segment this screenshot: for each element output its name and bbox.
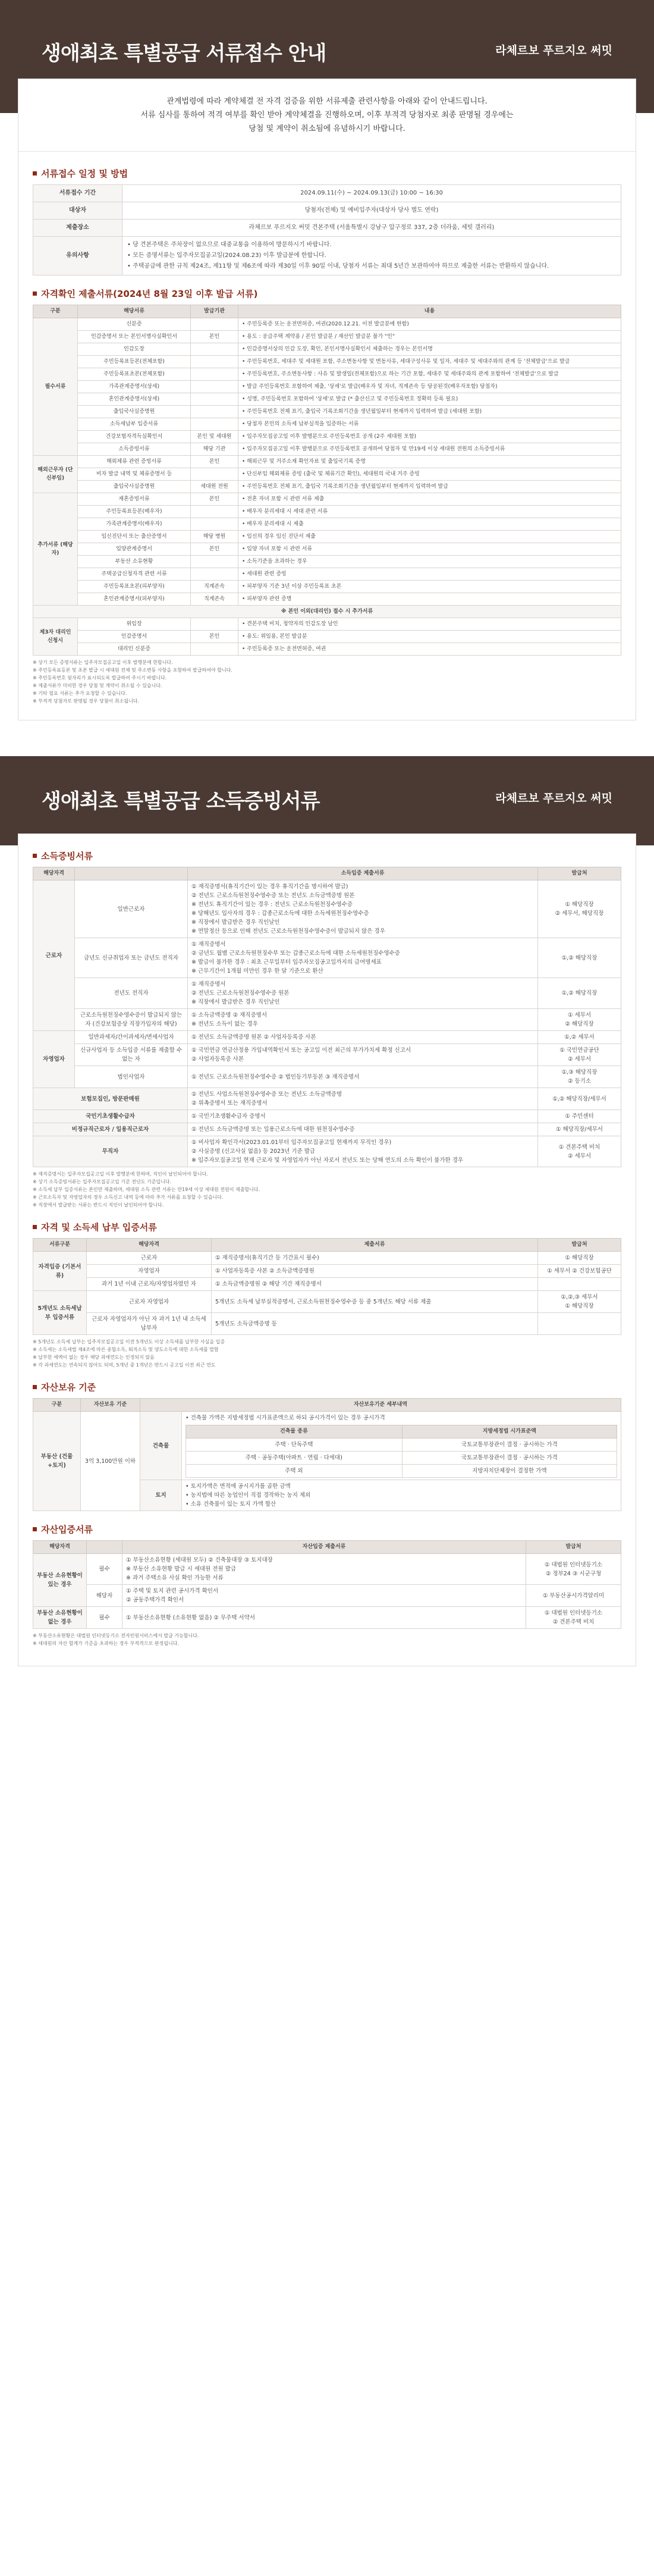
sub-cell: 주택 · 단독주택 xyxy=(186,1439,403,1452)
doc-name: 소득증빙서류 xyxy=(78,443,191,456)
row-subcategory: 해당자 xyxy=(87,1585,122,1607)
row-content: ① 재직증명서(휴직기간 등 기간표시 필수) xyxy=(212,1252,538,1265)
row-subcategory: 일반근로자 xyxy=(75,880,188,938)
doc-agency: 본인 xyxy=(191,456,238,468)
doc-content: • 주민등록증 또는 운전면허증, 여권 xyxy=(238,643,621,656)
doc-name: 주택공급신청자격 관련 서류 xyxy=(78,568,191,581)
doc-name: 신분증 xyxy=(78,318,191,331)
table-row xyxy=(33,543,621,556)
table-row xyxy=(33,1265,621,1278)
table-row xyxy=(33,1252,621,1265)
note-line: ※ 부동산소유현황은 대법원 인터넷등기소 전자민원서비스에서 발급 가능합니다. xyxy=(33,1633,199,1638)
note-line: ※ 주민등록번호 뒷자리가 표시되도록 발급하여 주시기 바랍니다. xyxy=(33,675,167,681)
row-category: 근로자 xyxy=(33,880,75,1031)
doc-agency xyxy=(191,318,238,331)
row-subcategory: 과거 1년 이내 근로자/자영업자였던 자 xyxy=(87,1278,212,1291)
row-content: 5개년도 소득세 납부실적증명서, 근로소득원천징수영수증 등 중 5개년도 해당 서류 제출 xyxy=(212,1291,538,1313)
table-row xyxy=(33,606,621,618)
sub-cell: 주택 외 xyxy=(186,1465,403,1478)
table-row xyxy=(33,880,621,938)
column-header: 해당서류 xyxy=(78,305,191,318)
table-row xyxy=(33,1607,621,1629)
doc-agency xyxy=(191,343,238,356)
doc-content: • 용도 : 공급주택 계약용 / 본인 발급분 / 재산인 발급분 불가 "인" xyxy=(238,331,621,343)
row-issuer xyxy=(538,1278,621,1291)
table-row xyxy=(33,456,621,468)
doc-content: • 피부양자 관련 증명 xyxy=(238,593,621,606)
table-row xyxy=(33,1291,621,1313)
table-row xyxy=(33,556,621,568)
column-header: 자산보유 기준 xyxy=(81,1399,140,1412)
doc-name: 인감증명서 또는 본인서명사실확인서 xyxy=(78,331,191,343)
sub-header: 지방세정법 시가표준액 xyxy=(402,1425,617,1439)
asset-category: 부동산 (건물+토지) xyxy=(33,1412,81,1511)
row-category: 보험모집인, 방문판매원 xyxy=(33,1088,188,1110)
doc-name: 소득세납부 입증서류 xyxy=(78,418,191,431)
row-issuer xyxy=(538,1313,621,1335)
intro-line: 서류 심사를 통하여 적격 여부를 확인 받아 계약체결을 진행하오며, 이후 부적격 당첨자로 최종 판명될 경우에는 xyxy=(140,111,514,120)
doc-name: 임신진단서 또는 출산증명서 xyxy=(78,531,191,543)
column-header: 소득입증 제출서류 xyxy=(188,867,538,880)
column-header: 서류구분 xyxy=(33,1239,87,1252)
doc-name: 위임장 xyxy=(78,618,191,631)
column-header: 구분 xyxy=(33,305,78,318)
doc-name: 가족관계증명서(상세) xyxy=(78,381,191,393)
row-content: ① 사업자등록증 사본 ② 소득금액증명원 xyxy=(212,1265,538,1278)
header-banner-2 xyxy=(0,756,654,845)
note-line: ※ 5개년도 소득세 납부는 입주자모집공고일 이전 5개년도 이상 소득세를 납부한 사실을 입증 xyxy=(33,1339,225,1345)
table-row xyxy=(33,1088,621,1110)
row-content: ① 국민연금 연금산정용 가입내역확인서 또는 공고일 이전 최근의 부가가치세 확정 신고서 ② 사업자등록증 사본 xyxy=(188,1044,538,1066)
doc-name: 건강보험자격득실확인서 xyxy=(78,431,191,443)
column-header: 자산입증 제출서류 xyxy=(122,1541,526,1554)
row-content: ① 전년도 소득금액증명 원본 ② 사업자등록증 사본 xyxy=(188,1031,538,1044)
note-line: ※ 소득세는 소득세법 제4조에 따른 종합소득, 퇴직소득 및 양도소득에 대한 소득세를 말함 xyxy=(33,1347,219,1352)
section-title-docs xyxy=(33,287,621,300)
column-header: 제출서류 xyxy=(212,1239,538,1252)
doc-content: • 주민등록번호, 세대주 및 세대원 포함, 주소변동사항 및 변동사유, 세대구성사유 및 일자, 세대주 및 세대주와의 관계 등 '전체발급'으로 발급 xyxy=(238,356,621,368)
row-issuer: ① 주민센터 xyxy=(538,1110,621,1123)
doc-name: 가족관계증명서(배우자) xyxy=(78,518,191,531)
row-issuer: ① 해당직장/세무서 xyxy=(538,1123,621,1136)
note-line: ※ 주민등록표등본 및 초본 발급 시 세대원 전체 및 주소변동 사항을 포함하여 발급하여야 합니다. xyxy=(33,667,232,673)
doc-name: 인감도장 xyxy=(78,343,191,356)
row-issuer: ① 해당직장 xyxy=(538,1252,621,1265)
row-subcategory: 필수 xyxy=(87,1607,122,1629)
row-issuer: ① 대법원 인터넷등기소 ② 정부24 ③ 시군구청 xyxy=(526,1554,621,1585)
note-line: ※ 근로소득자 및 자영업자의 경우 소득신고 내역 등에 따라 추가 서류를 요청할 수 있습니다. xyxy=(33,1195,224,1200)
doc-agency: 직계존속 xyxy=(191,581,238,593)
row-content: ① 국민기초생활수급자 증명서 xyxy=(188,1110,538,1123)
section-title-text: 자산입증서류 xyxy=(41,1524,93,1535)
table-row xyxy=(33,1110,621,1123)
row-category: 부동산 소유현황이 있는 경우 xyxy=(33,1554,87,1607)
doc-content: • 해외근무 및 거주소재 확인자료 및 출입국기록 증명 xyxy=(238,456,621,468)
schedule-label: 제출장소 xyxy=(33,220,122,237)
row-category: 국민기초생활수급자 xyxy=(33,1110,188,1123)
row-category: 무직자 xyxy=(33,1136,188,1167)
row-category: 자격입증 (기본서류) xyxy=(33,1252,87,1291)
note-line: ※ 제출서류가 미비한 경우 당첨 및 계약이 취소될 수 있습니다. xyxy=(33,683,162,688)
doc-content: • 견본주택 비치, 청약자의 인감도장 날인 xyxy=(238,618,621,631)
table-row xyxy=(33,631,621,643)
page-title-2: 생애최초 특별공급 소득증빙서류 xyxy=(42,789,320,813)
asset-building-cell xyxy=(182,1412,621,1480)
section-title-text: 서류접수 일정 및 방법 xyxy=(41,168,128,179)
schedule-value: 라체르보 푸르지오 써밋 견본주택 (서울특별시 강남구 압구정로 337, 2층 더라움, 세빗 갤러리) xyxy=(122,220,621,237)
brand-name-2: 라체르보 푸르지오 써밋 xyxy=(495,792,612,805)
doc-agency xyxy=(191,393,238,406)
row-category: 비정규직근로자 / 일용직근로자 xyxy=(33,1123,188,1136)
doc-content: • 입주자모집공고일 이후 발행분으로 주민등록번호 공개 (2주 세대원 포함) xyxy=(238,431,621,443)
row-category: 필수서류 xyxy=(33,318,78,456)
doc-agency: 본인 xyxy=(191,631,238,643)
sub-cell: 국토교통부장관이 결정 · 공시하는 가격 xyxy=(402,1452,617,1465)
footer-note: ※ 본인 이외(대리인) 접수 시 추가서류 xyxy=(33,606,621,618)
doc-content: • 세대원 관련 증빙 xyxy=(238,568,621,581)
row-subcategory: 일반과세자/간이과세자/면세사업자 xyxy=(75,1031,188,1044)
row-issuer: ① 국민연금공단 ② 세무서 xyxy=(538,1044,621,1066)
asset-land-label: 토지 xyxy=(140,1480,182,1511)
table-row xyxy=(33,343,621,356)
note-line: ※ 직장에서 발급받는 서류는 반드시 직인이 날인되어야 합니다. xyxy=(33,1202,164,1208)
spacer xyxy=(0,720,654,756)
row-issuer: ① 해당직장 ② 세무서, 해당직장 xyxy=(538,880,621,938)
row-category: 해외근무자 (단신부임) xyxy=(33,456,78,493)
asset-building-label: 건축물 xyxy=(140,1412,182,1480)
note-line: ※ 납부한 세액이 없는 경우 해당 과세연도는 인정되지 않음 xyxy=(33,1355,155,1360)
row-category: 제3자 대리인 신청시 xyxy=(33,618,78,656)
income-table xyxy=(33,867,621,1167)
section-title-asset-docs xyxy=(33,1523,621,1535)
intro-text xyxy=(18,79,636,152)
row-issuer: ①,②,③ 세무서 ① 해당직장 xyxy=(538,1291,621,1313)
doc-content: • 성명, 주민등록번호 포함하여 '상세'로 발급 (* 출산신고 및 주민등록번호 정확히 등록 필요) xyxy=(238,393,621,406)
asset-docs-table xyxy=(33,1540,621,1629)
asset-building-table xyxy=(185,1425,617,1478)
doc-agency xyxy=(191,368,238,381)
row-content: ① 전년도 근로소득원천징수영수증 ② 법인등기부등본 ③ 재직증명서 xyxy=(188,1066,538,1088)
row-subcategory: 금년도 신규취업자 또는 금년도 전직자 xyxy=(75,938,188,978)
row-issuer: ① 부동산공시가격알리미 xyxy=(526,1585,621,1607)
asset-building-desc: • 건축물 가액은 지방세정법 시가표준액으로 하되 공시가격이 있는 경우 공시가격 xyxy=(185,1415,385,1421)
doc-name: 재혼증빙서류 xyxy=(78,493,191,506)
table-row xyxy=(33,481,621,493)
intro-line: 당첨 및 계약이 취소됨에 유념하시기 바랍니다. xyxy=(249,124,405,133)
doc-name: 출입국사실증명원 xyxy=(78,481,191,493)
doc-content: • 주민등록번호 전체 표기, 출입국 기록조회기간을 생년월일부터 현재까지 입력하여 발급 xyxy=(238,481,621,493)
row-subcategory: 근로자 자영업자가 아닌 자 과거 1년 내 소득세 납부자 xyxy=(87,1313,212,1335)
table-row xyxy=(33,643,621,656)
table-row xyxy=(33,1585,621,1607)
section-title-schedule xyxy=(33,167,621,180)
doc-content: • 용도: 위임용, 본인 발급분 xyxy=(238,631,621,643)
row-subcategory: 법인사업자 xyxy=(75,1066,188,1088)
doc-content: • 주민등록번호, 주소변동사항 : 사유 및 발생일(전체포함)으로 하는 기간 포함, 세대주 및 세대주와의 관계 포함하여 '전체발급'으로 발급 xyxy=(238,368,621,381)
sub-cell: 주택 · 공동주택(아파트 · 연립 · 다세대) xyxy=(186,1452,403,1465)
doc-agency xyxy=(191,556,238,568)
doc-agency xyxy=(191,568,238,581)
doc-agency xyxy=(191,418,238,431)
table-row xyxy=(33,331,621,343)
table-row xyxy=(33,518,621,531)
row-subcategory: 근로자 xyxy=(87,1252,212,1265)
note-line: ※ 소득세 납부 입증서류는 본인만 제출하며, 세대원 소득 관련 서류는 만19세 이상 세대원 전원이 제출합니다. xyxy=(33,1187,260,1192)
section-title-asset xyxy=(33,1381,621,1393)
bullet-square-icon xyxy=(33,1385,37,1389)
row-content: ① 재직증명서 ② 금년도 월별 근로소득원천징수부 또는 갑종근로소득에 대한 소득세원천징수영수증 ※ 발급이 불가한 경우 : 최초 근무일부터 입주자모집공고일까지의 급여명세표 ※ 근무기간이 1개월 미만인 경우 한 달 기준으로 환산 xyxy=(188,938,538,978)
docs-table xyxy=(33,305,621,656)
doc-agency: 본인 xyxy=(191,543,238,556)
table-row xyxy=(33,1554,621,1585)
row-content: ① 소득금액증명 ② 재직증명서 ※ 전년도 소득이 없는 경우 xyxy=(188,1009,538,1031)
column-header: 해당자격 xyxy=(33,1541,87,1554)
doc-content: • 피부양자 기준 3년 이상 주민등록표 초본 xyxy=(238,581,621,593)
doc-agency: 해당 병원 xyxy=(191,531,238,543)
section-title-text: 자격 및 소득세 납부 입증서류 xyxy=(41,1222,157,1233)
document-sheet-1 xyxy=(18,79,636,720)
row-content: ① 전년도 사업소득원천징수영수증 또는 전년도 소득금액증명 ② 위촉증명서 또는 재직증명서 xyxy=(188,1088,538,1110)
doc-name: 대리인 신분증 xyxy=(78,643,191,656)
row-subcategory: 근로자 자영업자 xyxy=(87,1291,212,1313)
doc-content: • 발급 주민등록번호 포함하여 제출, '상세'로 발급(배우자 및 자녀, 직계존속 등 당공된것(배우자포함) 당첨자) xyxy=(238,381,621,393)
bullet-square-icon xyxy=(33,292,37,296)
doc-agency: 본인 xyxy=(191,493,238,506)
doc-name: 해외체류 관련 증빙서류 xyxy=(78,456,191,468)
table-row xyxy=(33,1123,621,1136)
row-issuer: ① 대법원 인터넷등기소 ② 견본주택 비치 xyxy=(526,1607,621,1629)
section-title-text: 자산보유 기준 xyxy=(41,1382,96,1393)
bullet-square-icon xyxy=(33,1225,37,1229)
note-line: ※ 세대원의 자산 합계가 기준을 초과하는 경우 부적격으로 판정됩니다. xyxy=(33,1641,179,1646)
table-row xyxy=(33,978,621,1009)
row-subcategory: 자영업자 xyxy=(87,1265,212,1278)
row-issuer: ①,② 세무서 xyxy=(538,1031,621,1044)
row-content: ① 재직증명서 ② 전년도 근로소득원천징수영수증 원본 ※ 직장에서 발급받은 경우 직인날인 xyxy=(188,978,538,1009)
bullet-square-icon xyxy=(33,1527,37,1531)
row-issuer: ①,② 해당직장/세무서 xyxy=(538,1088,621,1110)
doc-name: 출입국사실증명원 xyxy=(78,406,191,418)
row-subcategory: 전년도 전직자 xyxy=(75,978,188,1009)
schedule-value: • 당 견본주택은 주차장이 없으므로 대중교통을 이용하여 방문하시기 바랍니다. • 모든 증명서류는 입주자모집공고일(2024.08.23) 이후 발급분에 한합니다. • 주택공급에 관한 규칙 제24조, 제11항 및 제6조에 따라 제30일 이후 90일 이내, 당첨자 서류는 최대 5년간 보관하여야 하므로 제출한 서류는 반환하지 않습니다. xyxy=(122,237,621,275)
doc-agency: 본인 및 세대원 xyxy=(191,431,238,443)
schedule-label: 서류접수 기간 xyxy=(33,185,122,202)
doc-agency xyxy=(191,406,238,418)
doc-agency xyxy=(191,506,238,518)
table-row xyxy=(33,1066,621,1088)
doc-agency xyxy=(191,643,238,656)
doc-name: 주민등록표초본(전체포함) xyxy=(78,368,191,381)
income-notes xyxy=(33,1171,621,1209)
schedule-label: 유의사항 xyxy=(33,237,122,275)
row-content: ① 소득금액증명원 ② 해당 기간 재직증명서 xyxy=(212,1278,538,1291)
schedule-table xyxy=(33,184,621,275)
asset-table xyxy=(33,1398,621,1511)
doc-agency xyxy=(191,618,238,631)
doc-name: 혼인관계증명서(피부양자) xyxy=(78,593,191,606)
doc-agency xyxy=(191,518,238,531)
row-category: 5개년도 소득세납부 입증서류 xyxy=(33,1291,87,1335)
table-row xyxy=(33,356,621,368)
row-issuer: ① 견본주택 비치 ② 세무서 xyxy=(538,1136,621,1167)
section-title-income xyxy=(33,850,621,862)
table-row xyxy=(33,1009,621,1031)
section-title-text: 소득증빙서류 xyxy=(41,851,93,861)
table-row xyxy=(33,568,621,581)
column-header xyxy=(75,867,188,880)
note-line: ※ 상기 소득증빙서류는 입주자모집공고일 기준 전년도 기준입니다. xyxy=(33,1179,172,1184)
note-line: ※ 상기 모든 증명서류는 입주자모집공고일 이후 발행분에 한합니다. xyxy=(33,660,173,665)
doc-content: • 입주자모집공고일 이후 발행분으로 주민등록번호 공개하여 당첨자 및 만19세 이상 세대원 전원의 소득증빙서류 xyxy=(238,443,621,456)
row-content: ① 재직증명서(휴직기간이 있는 경우 휴직기간을 명시하여 발급) ② 전년도 근로소득원천징수영수증 또는 전년도 소득금액증명 원본 ※ 전년도 휴직기간이 있는 경우 : 전년도 근로소득원천징수영수증 ※ 당해년도 입사자의 경우 : 갑종근로소득에 대한 소득세원천징수영수증 ※ 직장에서 발급받은 경우 직인날인 ※ 연말정산 등으로 인해 전년도 근로소득원천징수영수증이 발급되지 않은 경우 xyxy=(188,880,538,938)
table-row xyxy=(33,443,621,456)
table-row xyxy=(33,493,621,506)
doc-content: • 인감증명서상의 인감 도장, 확인, 본인서명사실확인서 제출하는 경우는 본인서명 xyxy=(238,343,621,356)
note-line: ※ 부적격 당첨자로 판명될 경우 당첨이 취소됩니다. xyxy=(33,698,140,704)
row-content: ① 비사업자 확인각서(2023.01.01부터 입주자모집공고일 현재까지 무직인 경우) ② 사실증명 (신고사실 없음) 등 2023년 기준 발급 ※ 입주자모집공고일 현재 근로자 및 자영업자가 아닌 자로서 전년도 또는 당해 연도의 소득 확인이 불가한 경우 xyxy=(188,1136,538,1167)
table-row xyxy=(33,1278,621,1291)
row-subcategory: 신규사업자 등 소득입증 서류를 제출할 수 없는 자 xyxy=(75,1044,188,1066)
doc-agency xyxy=(191,381,238,393)
row-issuer: ①,② 해당직장 xyxy=(538,938,621,978)
column-header: 해당자격 xyxy=(87,1239,212,1252)
sub-cell: 국토교통부장관이 결정 · 공시하는 가격 xyxy=(402,1439,617,1452)
section-title-tax xyxy=(33,1221,621,1233)
docs-notes xyxy=(33,659,621,705)
doc-content: • 배우자 분리세대 시 제출 xyxy=(238,518,621,531)
column-header: 구분 xyxy=(33,1399,81,1412)
doc-content: • 입양 자녀 포함 시 관련 서류 xyxy=(238,543,621,556)
note-line: ※ 각 과세연도는 연속되지 않아도 되며, 5개년 중 1개년은 반드시 공고일 이전 최근 연도 xyxy=(33,1362,216,1368)
row-issuer: ① 세무서 ② 해당직장 xyxy=(538,1009,621,1031)
table-row xyxy=(33,1313,621,1335)
doc-agency: 세대원 전원 xyxy=(191,481,238,493)
table-row xyxy=(33,938,621,978)
asset-limit: 3억 3,100만원 이하 xyxy=(81,1412,140,1511)
doc-name: 인감증명서 xyxy=(78,631,191,643)
schedule-value: 당첨자(전체) 및 예비입주자(대상자 당사 별도 연락) xyxy=(122,202,621,220)
doc-content: • 전혼 자녀 포함 시 관련 서류 제출 xyxy=(238,493,621,506)
column-header: 발급기관 xyxy=(191,305,238,318)
schedule-value: 2024.09.11(수) ~ 2024.09.13(금) 10:00 ~ 16:30 xyxy=(122,185,621,202)
row-category: 부동산 소유현황이 없는 경우 xyxy=(33,1607,87,1629)
doc-content: • 배우자 분리세대 시 세대 관련 서류 xyxy=(238,506,621,518)
doc-name: 입양관계증명서 xyxy=(78,543,191,556)
row-content: ① 부동산소유현황 (소유현황 없음) ② 무주택 서약서 xyxy=(122,1607,526,1629)
table-row xyxy=(33,418,621,431)
row-issuer: ①,③ 해당직장 ② 등기소 xyxy=(538,1066,621,1088)
row-issuer: ①,② 해당직장 xyxy=(538,978,621,1009)
column-header: 발급처 xyxy=(538,1239,621,1252)
schedule-label: 대상자 xyxy=(33,202,122,220)
table-row xyxy=(33,1031,621,1044)
table-row xyxy=(33,406,621,418)
table-row xyxy=(33,368,621,381)
doc-name: 비자 발급 내역 및 체류증명서 등 xyxy=(78,468,191,481)
doc-name: 주민등록표등본(전체포함) xyxy=(78,356,191,368)
column-header: 발급처 xyxy=(538,867,621,880)
bullet-square-icon xyxy=(33,171,37,176)
column-header: 발급처 xyxy=(526,1541,621,1554)
page-title: 생애최초 특별공급 서류접수 안내 xyxy=(42,42,326,65)
row-category: 추가서류 (해당자) xyxy=(33,493,78,606)
row-content: ① 전년도 소득금액증명 또는 일용근로소득에 대한 원천징수영수증 xyxy=(188,1123,538,1136)
row-subcategory: 필수 xyxy=(87,1554,122,1585)
doc-content: • 소득기준을 초과하는 경우 xyxy=(238,556,621,568)
note-line: ※ 기타 필요 서류는 추가 요청할 수 있습니다. xyxy=(33,691,127,696)
doc-name: 주민등록표등본(배우자) xyxy=(78,506,191,518)
table-row xyxy=(33,581,621,593)
table-row xyxy=(33,381,621,393)
doc-agency: 직계존속 xyxy=(191,593,238,606)
doc-content: • 임신의 경우 임신 진단서 제출 xyxy=(238,531,621,543)
note-line: ※ 재직증명서는 입주자모집공고일 이후 발행분에 한하며, 직인이 날인되어야 합니다. xyxy=(33,1171,208,1177)
table-row xyxy=(33,531,621,543)
row-issuer: ① 세무서 ② 건강보험공단 xyxy=(538,1265,621,1278)
row-content: ① 부동산소유현황 (세대원 모두) ② 건축물대장 ③ 토지대장 ※ 부동산 소유현황 발급 시 세대원 전원 발급 ※ 과거 주택소유 사실 확인 가능한 서류 xyxy=(122,1554,526,1585)
table-row xyxy=(33,468,621,481)
doc-agency: 본인 xyxy=(191,331,238,343)
column-header: 해당자격 xyxy=(33,867,75,880)
row-category: 자영업자 xyxy=(33,1031,75,1088)
doc-name: 주민등록표초본(피부양자) xyxy=(78,581,191,593)
column-header: 자산보유기준 세부내역 xyxy=(140,1399,621,1412)
table-row xyxy=(33,393,621,406)
tax-notes xyxy=(33,1339,621,1369)
intro-line: 관계법령에 따라 계약체결 전 자격 검증을 위한 서류제출 관련사항을 아래와 같이 안내드립니다. xyxy=(166,97,488,106)
table-row xyxy=(33,506,621,518)
tax-table xyxy=(33,1238,621,1335)
doc-agency xyxy=(191,468,238,481)
brand-name: 라체르보 푸르지오 써밋 xyxy=(495,44,612,57)
column-header: 내용 xyxy=(238,305,621,318)
doc-agency xyxy=(191,356,238,368)
doc-name: 부동산 소유현황 xyxy=(78,556,191,568)
row-content: 5개년도 소득금액증명 등 xyxy=(212,1313,538,1335)
column-header xyxy=(87,1541,122,1554)
doc-content: • 단신부임 해외체류 증빙 (출국 및 체류기간 확인), 세대원의 국내 거주 증빙 xyxy=(238,468,621,481)
doc-content: • 주민등록번호 전체 표기, 출입국 기록조회기간을 생년월일부터 현재까지 입력하여 발급 (세대원 포함) xyxy=(238,406,621,418)
bullet-square-icon xyxy=(33,854,37,858)
table-row xyxy=(33,1136,621,1167)
doc-agency: 해당 기관 xyxy=(191,443,238,456)
doc-name: 혼인관계증명서(상세) xyxy=(78,393,191,406)
table-row xyxy=(33,618,621,631)
sub-cell: 지방자치단체장이 결정한 가액 xyxy=(402,1465,617,1478)
table-row xyxy=(33,593,621,606)
doc-content: • 당첨자 본인의 소득세 납부실적을 입증하는 서류 xyxy=(238,418,621,431)
row-subcategory: 근로소득원천징수영수증이 발급되지 않는 자 (건강보험증상 직장가입자의 해당) xyxy=(75,1009,188,1031)
asset-land-desc: • 토지가액은 면적에 공시지가를 곱한 금액 • 농지법에 따른 농업인이 직접 경작하는 농지 제외 • 소유 건축물이 있는 토지 가액 합산 xyxy=(182,1480,621,1511)
section-title-text: 자격확인 제출서류(2024년 8월 23일 이후 발급 서류) xyxy=(41,289,258,299)
sub-header: 건축물 종류 xyxy=(186,1425,403,1439)
asset-docs-notes xyxy=(33,1632,621,1647)
table-row xyxy=(33,1044,621,1066)
doc-content: • 주민등록증 또는 운전면허증, 여권(2020.12.21. 이전 발급분에 한함) xyxy=(238,318,621,331)
row-content: ① 주택 및 토지 관련 공시가격 확인서 ② 공동주택가격 확인서 xyxy=(122,1585,526,1607)
table-row xyxy=(33,431,621,443)
table-row xyxy=(33,318,621,331)
document-sheet-2 xyxy=(18,833,636,1666)
